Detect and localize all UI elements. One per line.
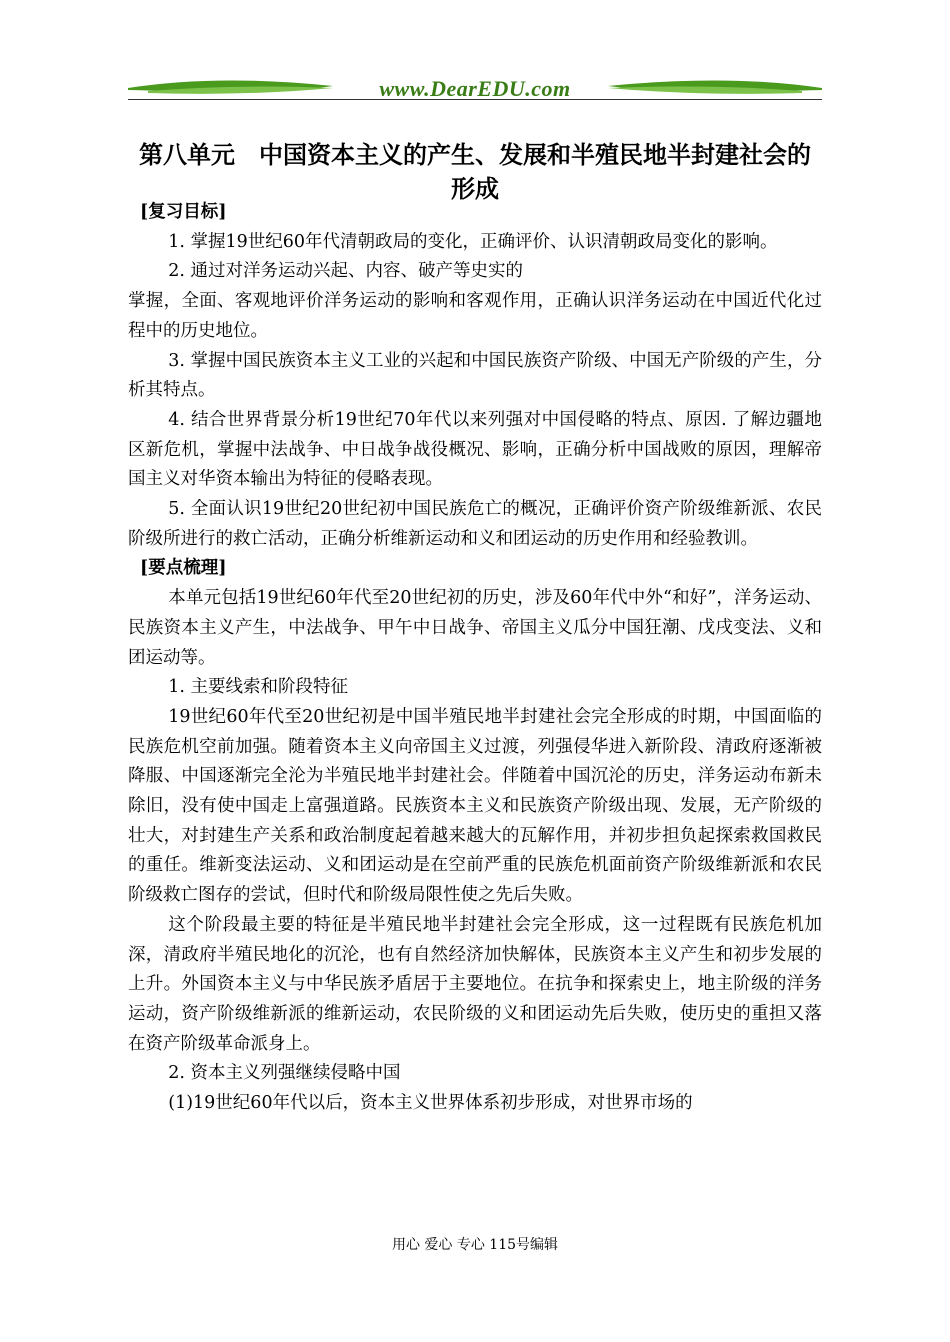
subheading: 1. 主要线索和阶段特征 <box>168 677 349 698</box>
site-name: www.DearEDU.com <box>379 76 571 101</box>
paragraph: 1. 掌握19世纪60年代清朝政局的变化，正确评价、认识清朝政局变化的影响。 <box>168 231 778 252</box>
paragraph: 本单元包括19世纪60年代至20世纪初的历史，涉及60年代中外“和好”，洋务运动、民族资本主义产生，中法战争、甲午中日战争、帝国主义瓜分中国狂潮、戊戌变法、义和团运动等。 <box>128 588 822 668</box>
page-title: 第八单元 中国资本主义的产生、发展和半殖民地半封建社会的形成 <box>139 140 811 203</box>
section-heading-key-points: [要点梳理] <box>140 558 227 579</box>
paragraph: 3. 掌握中国民族资本主义工业的兴起和中国民族资产阶级、中国无产阶级的产生，分析其特点。 <box>128 350 822 401</box>
paragraph: 掌握，全面、客观地评价洋务运动的影响和客观作用，正确认识洋务运动在中国近代化过程中的历史地位。 <box>128 291 822 341</box>
subheading: 2. 资本主义列强继续侵略中国 <box>168 1063 401 1084</box>
section-heading-review-goals: [复习目标] <box>140 202 227 222</box>
header-rule <box>128 99 822 100</box>
paragraph: 19世纪60年代至20世纪初是中国半殖民地半封建社会完全形成的时期，中国面临的民族危机空前加强。随着资本主义向帝国主义过渡，列强侵华进入新阶段、清政府逐渐被降服、中国逐渐完全沦为半殖民地半封建社会。伴随着中国沉沦的历史，洋务运动布新未除旧，没有使中国走上富强道路。民族资本主义和民族资产阶级出现、发展，无产阶级的壮大，对封建生产关系和政治制度起着越来越大的瓦解作用，并初步担负起探索救国救民的重任。维新变法运动、义和团运动是在空前严重的民族危机面前资产阶级维新派和农民阶级救亡图存的尝试，但时代和阶级局限性使之先后失败。 <box>128 706 822 906</box>
paragraph: 5. 全面认识19世纪20世纪初中国民族危亡的概况，正确评价资产阶级维新派、农民阶级所进行的救亡活动，正确分析维新运动和义和团运动的历史作用和经验教训。 <box>128 499 822 549</box>
site-header <box>128 70 822 110</box>
page-footer: 用心 爱心 专心 115号编辑 <box>391 1237 559 1253</box>
paragraph: 2. 通过对洋务运动兴起、内容、破产等史实的 <box>168 261 524 282</box>
document-body <box>128 198 822 1119</box>
paragraph: 这个阶段最主要的特征是半殖民地半封建社会完全形成，这一过程既有民族危机加深，清政府半殖民地化的沉沦，也有自然经济加快解体，民族资本主义产生和初步发展的上升。外国资本主义与中华民族矛盾居于主要地位。在抗争和探索史上，地主阶级的洋务运动，资产阶级维新派的维新运动，农民阶级的义和团运动先后失败，使历史的重担又落在资产阶级革命派身上。 <box>128 914 822 1054</box>
paragraph: 4. 结合世界背景分析19世纪70年代以来列强对中国侵略的特点、原因. 了解边疆地区新危机，掌握中法战争、中日战争战役概况、影响，正确分析中国战败的原因，理解帝国主义对华资本输出为特征的侵略表现。 <box>128 409 822 490</box>
paragraph: (1)19世纪60年代以后，资本主义世界体系初步形成，对世界市场的 <box>168 1093 693 1114</box>
